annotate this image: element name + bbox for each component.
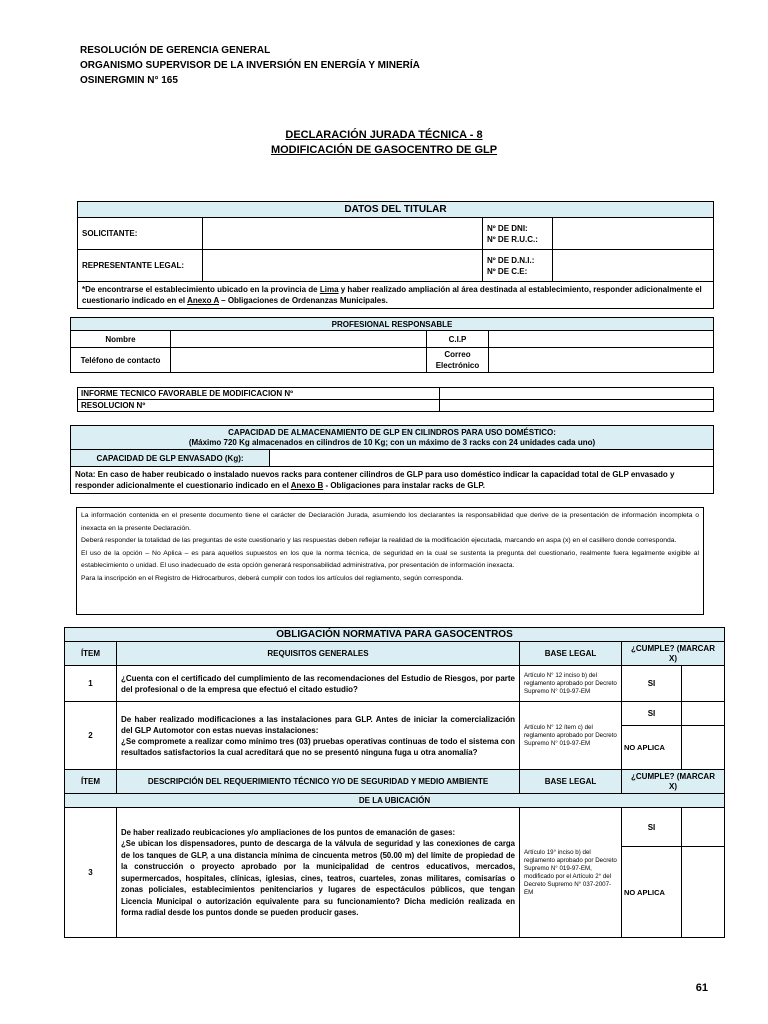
cip-label: C.I.P — [427, 331, 489, 348]
col-item-header-2: ÍTEM — [65, 770, 117, 794]
nombre-field[interactable] — [171, 331, 427, 348]
row-3-si: SI — [622, 808, 682, 847]
capacidad-heading-1: CAPACIDAD DE ALMACENAMIENTO DE GLP EN CILINDROS PARA USO DOMÉSTICO: — [228, 427, 556, 437]
resolucion-label: RESOLUCION Nº — [78, 400, 440, 412]
ruc-label: Nº DE R.U.C.: — [487, 234, 538, 244]
titular-note-anexo: Anexo A — [187, 296, 219, 305]
col-base-legal-header-2: BASE LEGAL — [520, 770, 622, 794]
titular-note-a: *De encontrarse el establecimiento ubicado en la provincia de — [82, 285, 320, 294]
dni2-label: Nº DE D.N.I.: — [487, 255, 535, 265]
table-row — [65, 808, 725, 847]
row-2-si-checkbox[interactable] — [682, 702, 725, 726]
resolucion-field[interactable] — [440, 400, 714, 412]
titular-note-lima: Lima — [319, 285, 339, 294]
capacidad-note-a: Nota: En caso de haber reubicado o instalado nuevos racks para contener cilindros de GLP para uso doméstico indicar la capacidad total de GLP envasado y responder adicionalmente el cuestionario indicado en el — [75, 470, 675, 490]
dni-ruc-labels — [483, 218, 553, 250]
row-1-item: 1 — [65, 666, 117, 702]
header-line-2: ORGANISMO SUPERVISOR DE LA INVERSIÓN EN ENERGÍA Y MINERÍA — [80, 60, 420, 71]
nombre-label: Nombre — [71, 331, 171, 348]
correo-label: Correo Electrónico — [427, 348, 489, 373]
table-row — [65, 666, 725, 702]
row-2-no-aplica: NO APLICA — [622, 726, 682, 770]
legend-paragraph-1: La información contenida en el presente documento tiene el carácter de Declaración Jurada, asumiendo los declarantes la responsabilidad que derive de la presentación de información incompleta o inexacta en la presente Declaración. — [81, 512, 699, 532]
row-1-si-checkbox[interactable] — [682, 666, 725, 702]
capacidad-heading-2: (Máximo 720 Kg almacenados en cilindros de 10 Kg; con un máximo de 3 racks con 24 unidades cada uno) — [188, 437, 596, 447]
solicitante-label: SOLICITANTE: — [78, 218, 203, 250]
ce-label: Nº DE C.E: — [487, 266, 528, 276]
row-3-item: 3 — [65, 808, 117, 938]
profesional-heading: PROFESIONAL RESPONSABLE — [71, 318, 714, 331]
dni-ruc-field[interactable] — [553, 218, 714, 250]
envasado-field[interactable] — [270, 450, 714, 467]
dni-ce-labels — [483, 250, 553, 282]
capacidad-note-b: - Obligaciones para instalar racks de GLP. — [323, 481, 485, 490]
document-title-line-2: MODIFICACIÓN DE GASOCENTRO DE GLP — [270, 144, 498, 156]
capacidad-table — [70, 425, 714, 494]
legend-paragraph-2: Deberá responder la totalidad de las preguntas de este cuestionario y las respuestas deben reflejar la realidad de la modificación ejecutada, marcando en aspa (x) en el casillero donde corresponda. — [81, 537, 677, 544]
declaration-legend — [76, 507, 704, 615]
row-1-si: SI — [622, 666, 682, 702]
profesional-table — [70, 317, 714, 373]
titular-table — [77, 201, 714, 309]
legend-paragraph-3: El uso de la opción – No Aplica – es para aquellos supuestos en los que la norma técnica, de seguridad en la cual se sustenta la pregunta del cuestionario, realmente fuera legalmente exigible al establecimiento o unidad. El uso inadecuado de esta opción generará responsabilidad administrativa, por presentación de información inexacta. — [81, 549, 699, 569]
col-descripcion-header: DESCRIPCIÓN DEL REQUERIMIENTO TÉCNICO Y/O DE SEGURIDAD Y MEDIO AMBIENTE — [117, 770, 520, 794]
col-requisitos-header: REQUISITOS GENERALES — [117, 642, 520, 666]
document-title — [0, 128, 768, 158]
legend-paragraph-4: Para la inscripción en el Registro de Hidrocarburos, deberá cumplir con todos los artículos del reglamento, según corresponda. — [81, 574, 464, 582]
telefono-label: Teléfono de contacto — [71, 348, 171, 373]
row-2-si: SI — [622, 702, 682, 726]
titular-note-c: – Obligaciones de Ordenanzas Municipales. — [218, 296, 388, 305]
capacidad-heading — [71, 426, 714, 450]
titular-note-b: y haber realizado ampliación al área destinada al establecimiento, responder adicionalmente el cuestionario indicado en el — [82, 285, 702, 305]
resolution-header — [80, 43, 420, 88]
capacidad-note-anexo: Anexo B — [290, 481, 324, 490]
envasado-label: CAPACIDAD DE GLP ENVASADO (Kg): — [71, 450, 270, 467]
representante-label: REPRESENTANTE LEGAL: — [78, 250, 203, 282]
capacidad-note — [71, 467, 714, 494]
titular-note — [78, 282, 714, 309]
informe-table — [77, 387, 714, 412]
col-cumple-header: ¿CUMPLE? (MARCAR X) — [622, 642, 725, 666]
row-2-item: 2 — [65, 702, 117, 770]
row-3-no-aplica: NO APLICA — [622, 847, 682, 938]
header-line-1: RESOLUCIÓN DE GERENCIA GENERAL — [80, 45, 271, 56]
correo-field[interactable] — [489, 348, 714, 373]
col-item-header: ÍTEM — [65, 642, 117, 666]
row-3-text: De haber realizado reubicaciones y/o ampliaciones de los puntos de emanación de gases: ¿Se ubican los dispensadores, punto de descarga de la válvula de seguridad y las conexiones de carga de los tanques de GLP, a una distancia mínima de cincuenta metros (50.00 m) del límite de propiedad de la construcción o proyecto aprobado por la municipalidad de centros educativos, mercados, supermercados, hospitales, clínicas, iglesias, cines, teatros, cuarteles, zonas militares, comisarías o zonas policiales, establecimientos penitenciarios y lugares de espectáculos públicos, que tengan Licencia Municipal o autorización equivalente para su funcionamiento? Dicha medición realizada en forma radial desde los puntos donde se pueden producir gases. — [117, 808, 520, 938]
col-base-legal-header: BASE LEGAL — [520, 642, 622, 666]
row-1-text: ¿Cuenta con el certificado del cumplimiento de las recomendaciones del Estudio de Riesgos, por parte del profesional o de la empresa que efectuó el citado estudio? — [117, 666, 520, 702]
telefono-field[interactable] — [171, 348, 427, 373]
row-2-base: Artículo N° 12 ítem c) del reglamento aprobado por Decreto Supremo N° 019-97-EM — [520, 702, 622, 770]
cip-field[interactable] — [489, 331, 714, 348]
table-row — [65, 702, 725, 726]
informe-label: INFORME TECNICO FAVORABLE DE MODIFICACION Nº — [78, 388, 440, 400]
row-3-si-checkbox[interactable] — [682, 808, 725, 847]
row-3-base: Artículo 19° inciso b) del reglamento aprobado por Decreto Supremo N° 019-97-EM, modificado por el Artículo 2° del Decreto Supremo N° 037-2007-EM — [520, 808, 622, 938]
obligacion-heading: OBLIGACIÓN NORMATIVA PARA GASOCENTROS — [65, 628, 725, 642]
page-number: 61 — [695, 982, 708, 994]
dni-label: Nº DE DNI: — [487, 223, 528, 233]
row-2-text: De haber realizado modificaciones a las instalaciones para GLP. Antes de iniciar la comercialización del GLP Automotor con estas nuevas instalaciones: ¿Se compromete a realizar como mínimo tres (03) pruebas operativas continuas de todo el sistema con resultados satisfactorios la cual acreditará que no se presentó ninguna fuga u otra anomalía? — [117, 702, 520, 770]
representante-field[interactable] — [203, 250, 483, 282]
informe-field[interactable] — [440, 388, 714, 400]
row-1-base: Artículo N° 12 inciso b) del reglamento aprobado por Decreto Supremo N° 019-97-EM — [520, 666, 622, 702]
document-title-line-1: DECLARACIÓN JURADA TÉCNICA - 8 — [285, 129, 483, 141]
obligacion-table — [64, 627, 725, 938]
col-cumple-header-2: ¿CUMPLE? (MARCAR X) — [622, 770, 725, 794]
titular-heading: DATOS DEL TITULAR — [78, 202, 714, 218]
section-ubicacion: DE LA UBICACIÓN — [65, 794, 725, 808]
solicitante-field[interactable] — [203, 218, 483, 250]
dni-ce-field[interactable] — [553, 250, 714, 282]
row-3-no-aplica-checkbox[interactable] — [682, 847, 725, 938]
header-line-3: OSINERGMIN N° 165 — [80, 75, 178, 86]
row-2-no-aplica-checkbox[interactable] — [682, 726, 725, 770]
